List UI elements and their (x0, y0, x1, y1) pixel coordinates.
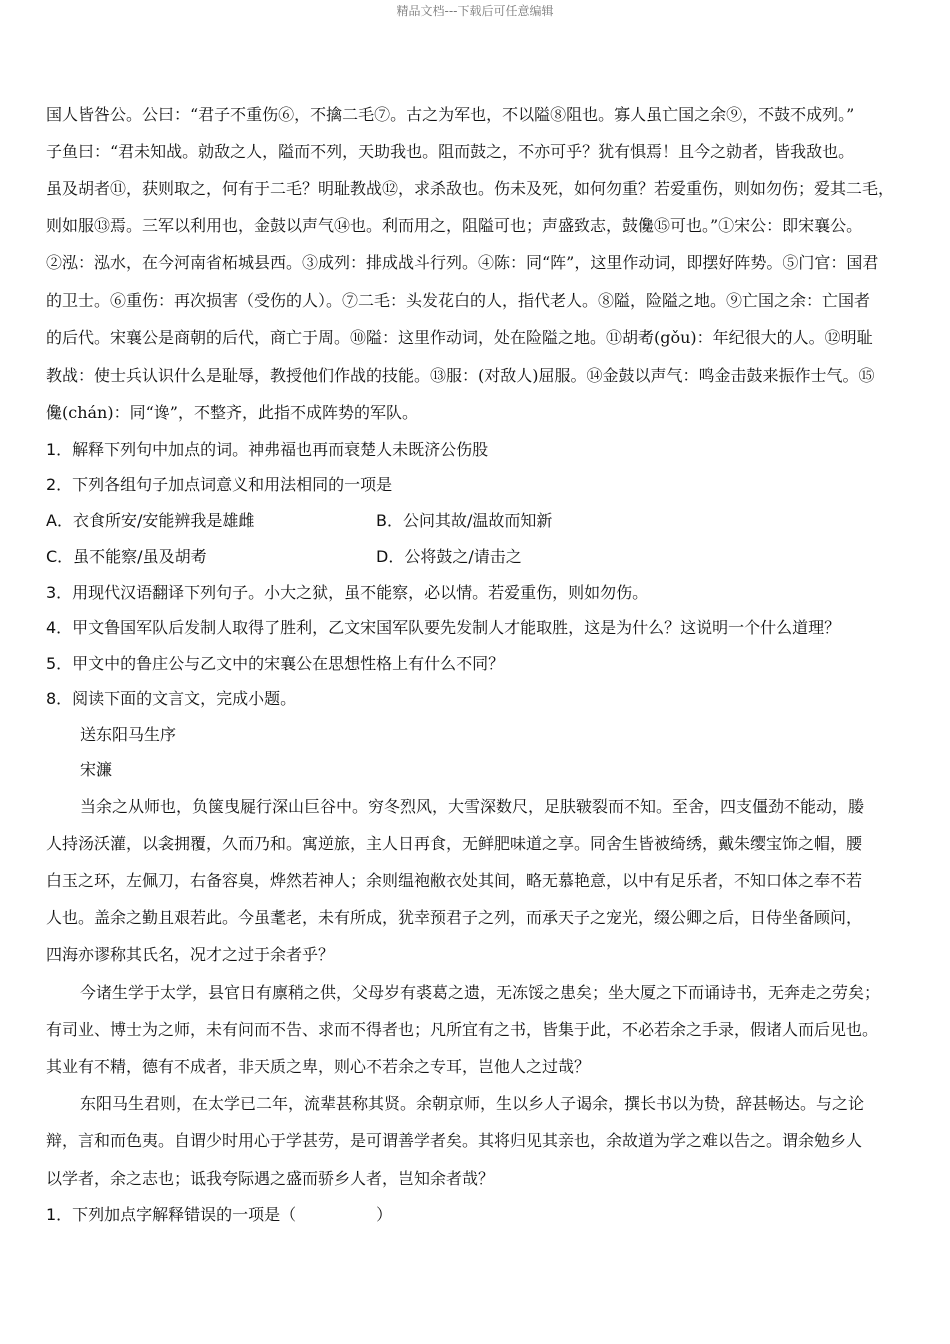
passage-line: 则如服⑬焉。三军以利用也，金鼓以声气⑭也。利而用之，阻隘可也；声盛致志，鼓儳⑮可也。”①宋公：即宋襄公。 (46, 216, 863, 235)
essay-line: 白玉之环，左佩刀，右备容臭，烨然若神人；余则缊袍敝衣处其间，略无慕艳意，以中有足乐者，不知口体之奉不若 (46, 870, 863, 890)
passage-line: 虽及胡者⑪，获则取之，何有于二毛？明耻教战⑫，求杀敌也。伤未及死，如何勿重？若爱重伤，则如勿伤；爱其二毛， (46, 179, 895, 198)
essay-line: 辩，言和而色夷。自谓少时用心于学甚劳，是可谓善学者矣。其将归见其亲也，余故道为学之难以告之。谓余勉乡人 (46, 1131, 863, 1151)
essay-line: 人也。盖余之勤且艰若此。今虽耄老，未有所成，犹幸预君子之列，而承天子之宠光，缀公卿之后，日侍坐备顾问， (46, 908, 863, 928)
option-d: D．公将鼓之/请击之 (376, 546, 522, 566)
essay-line: 人持汤沃灌，以衾拥覆，久而乃和。寓逆旅，主人日再食，无鲜肥味道之享。同舍生皆被绮绣，戴朱缨宝饰之帽，腰 (46, 833, 863, 853)
essay-line: 当余之从师也，负箧曳屣行深山巨谷中。穷冬烈风，大雪深数尺，足肤皲裂而不知。至舍，四支僵劲不能动，媵 (80, 796, 865, 816)
essay-paragraph-3 (46, 1085, 908, 1197)
option-a: A．衣食所安/安能辨我是雄雌 (46, 510, 255, 530)
essay-line: 以学者，余之志也；诋我夸际遇之盛而骄乡人者，岂知余者哉？ (46, 1168, 495, 1188)
options-row-1 (46, 503, 908, 539)
annotation-line: 教战：使士兵认识什么是耻辱，教授他们作战的技能。⑬服：(对敌人)屈服。⑭金鼓以声气：鸣金击鼓来振作士气。⑮ (46, 365, 875, 385)
essay-title: 送东阳马生序 (80, 724, 177, 744)
annotation-line: ②泓：泓水，在今河南省柘城县西。③成列：排成战斗行列。④陈：同“阵”，这里作动词，即摆好阵势。⑤门官：国君 (46, 253, 879, 272)
passage-line: 国人皆咎公。公曰：“君子不重伤⑥，不擒二毛⑦。古之为军也，不以隘⑧阻也。寡人虽亡国之余⑨，不鼓不成列。” (46, 105, 855, 124)
document-page (46, 96, 908, 1232)
question-8: 8．阅读下面的文言文，完成小题。 (46, 689, 297, 708)
essay-line: 东阳马生君则，在太学已二年，流辈甚称其贤。余朝京师，生以乡人子谒余，撰长书以为贽，辞甚畅达。与之论 (80, 1094, 865, 1114)
essay-line: 四海亦谬称其氏名，况才之过于余者乎？ (46, 945, 335, 965)
option-b: B．公问其故/温故而知新 (376, 510, 553, 530)
essay-author: 宋濂 (80, 760, 113, 779)
question-1: 1．解释下列句中加点的词。神弗福也再而衰楚人未既济公伤股 (46, 439, 489, 459)
page-header: 精品文档---下载后可任意编辑 (396, 4, 554, 18)
passage-line: 子鱼曰：“君未知战。勍敌之人，隘而不列，天助我也。阻而鼓之，不亦可乎？犹有惧焉！且今之勍者，皆我敌也。 (46, 142, 855, 161)
question-3: 3．用现代汉语翻译下列句子。小大之狱，虽不能察，必以情。若爱重伤，则如勿伤。 (46, 582, 649, 602)
question-5: 5．甲文中的鲁庄公与乙文中的宋襄公在思想性格上有什么不同？ (46, 653, 505, 673)
annotation-line: 的后代。宋襄公是商朝的后代，商亡于周。⑩隘：这里作动词，处在险隘之地。⑪胡耇(gǒu)：年纪很大的人。⑫明耻 (46, 328, 873, 347)
option-c: C．虽不能察/虽及胡耇 (46, 546, 207, 566)
question-2: 2．下列各组句子加点词意义和用法相同的一项是 (46, 475, 393, 494)
essay-paragraph-1 (46, 788, 908, 974)
annotation-line: 儳(chán)：同“谗”，不整齐，此指不成阵势的军队。 (46, 403, 418, 422)
sub-question-1: 1．下列加点字解释错误的一项是（ ） (46, 1204, 393, 1224)
options-row-2 (46, 539, 908, 575)
essay-line: 其业有不精，德有不成者，非天质之卑，则心不若余之专耳，岂他人之过哉？ (46, 1056, 591, 1076)
annotations (46, 244, 908, 432)
essay-line: 有司业、博士为之师，未有问而不告、求而不得者也；凡所宜有之书，皆集于此，不必若余之手录，假诸人而后见也。 (46, 1019, 879, 1039)
essay-paragraph-2 (46, 974, 908, 1086)
essay-line: 今诸生学于太学，县官日有廪稍之供，父母岁有裘葛之遗，无冻馁之患矣；坐大厦之下而诵诗书，无奔走之劳矣； (80, 982, 881, 1002)
question-4: 4．甲文鲁国军队后发制人取得了胜利，乙文宋国军队要先发制人才能取胜，这是为什么？这说明一个什么道理？ (46, 618, 841, 637)
passage-a (46, 96, 908, 244)
annotation-line: 的卫士。⑥重伤：再次损害（受伤的人）。⑦二毛：头发花白的人，指代老人。⑧隘，险隘之地。⑨亡国之余：亡国者 (46, 290, 871, 310)
